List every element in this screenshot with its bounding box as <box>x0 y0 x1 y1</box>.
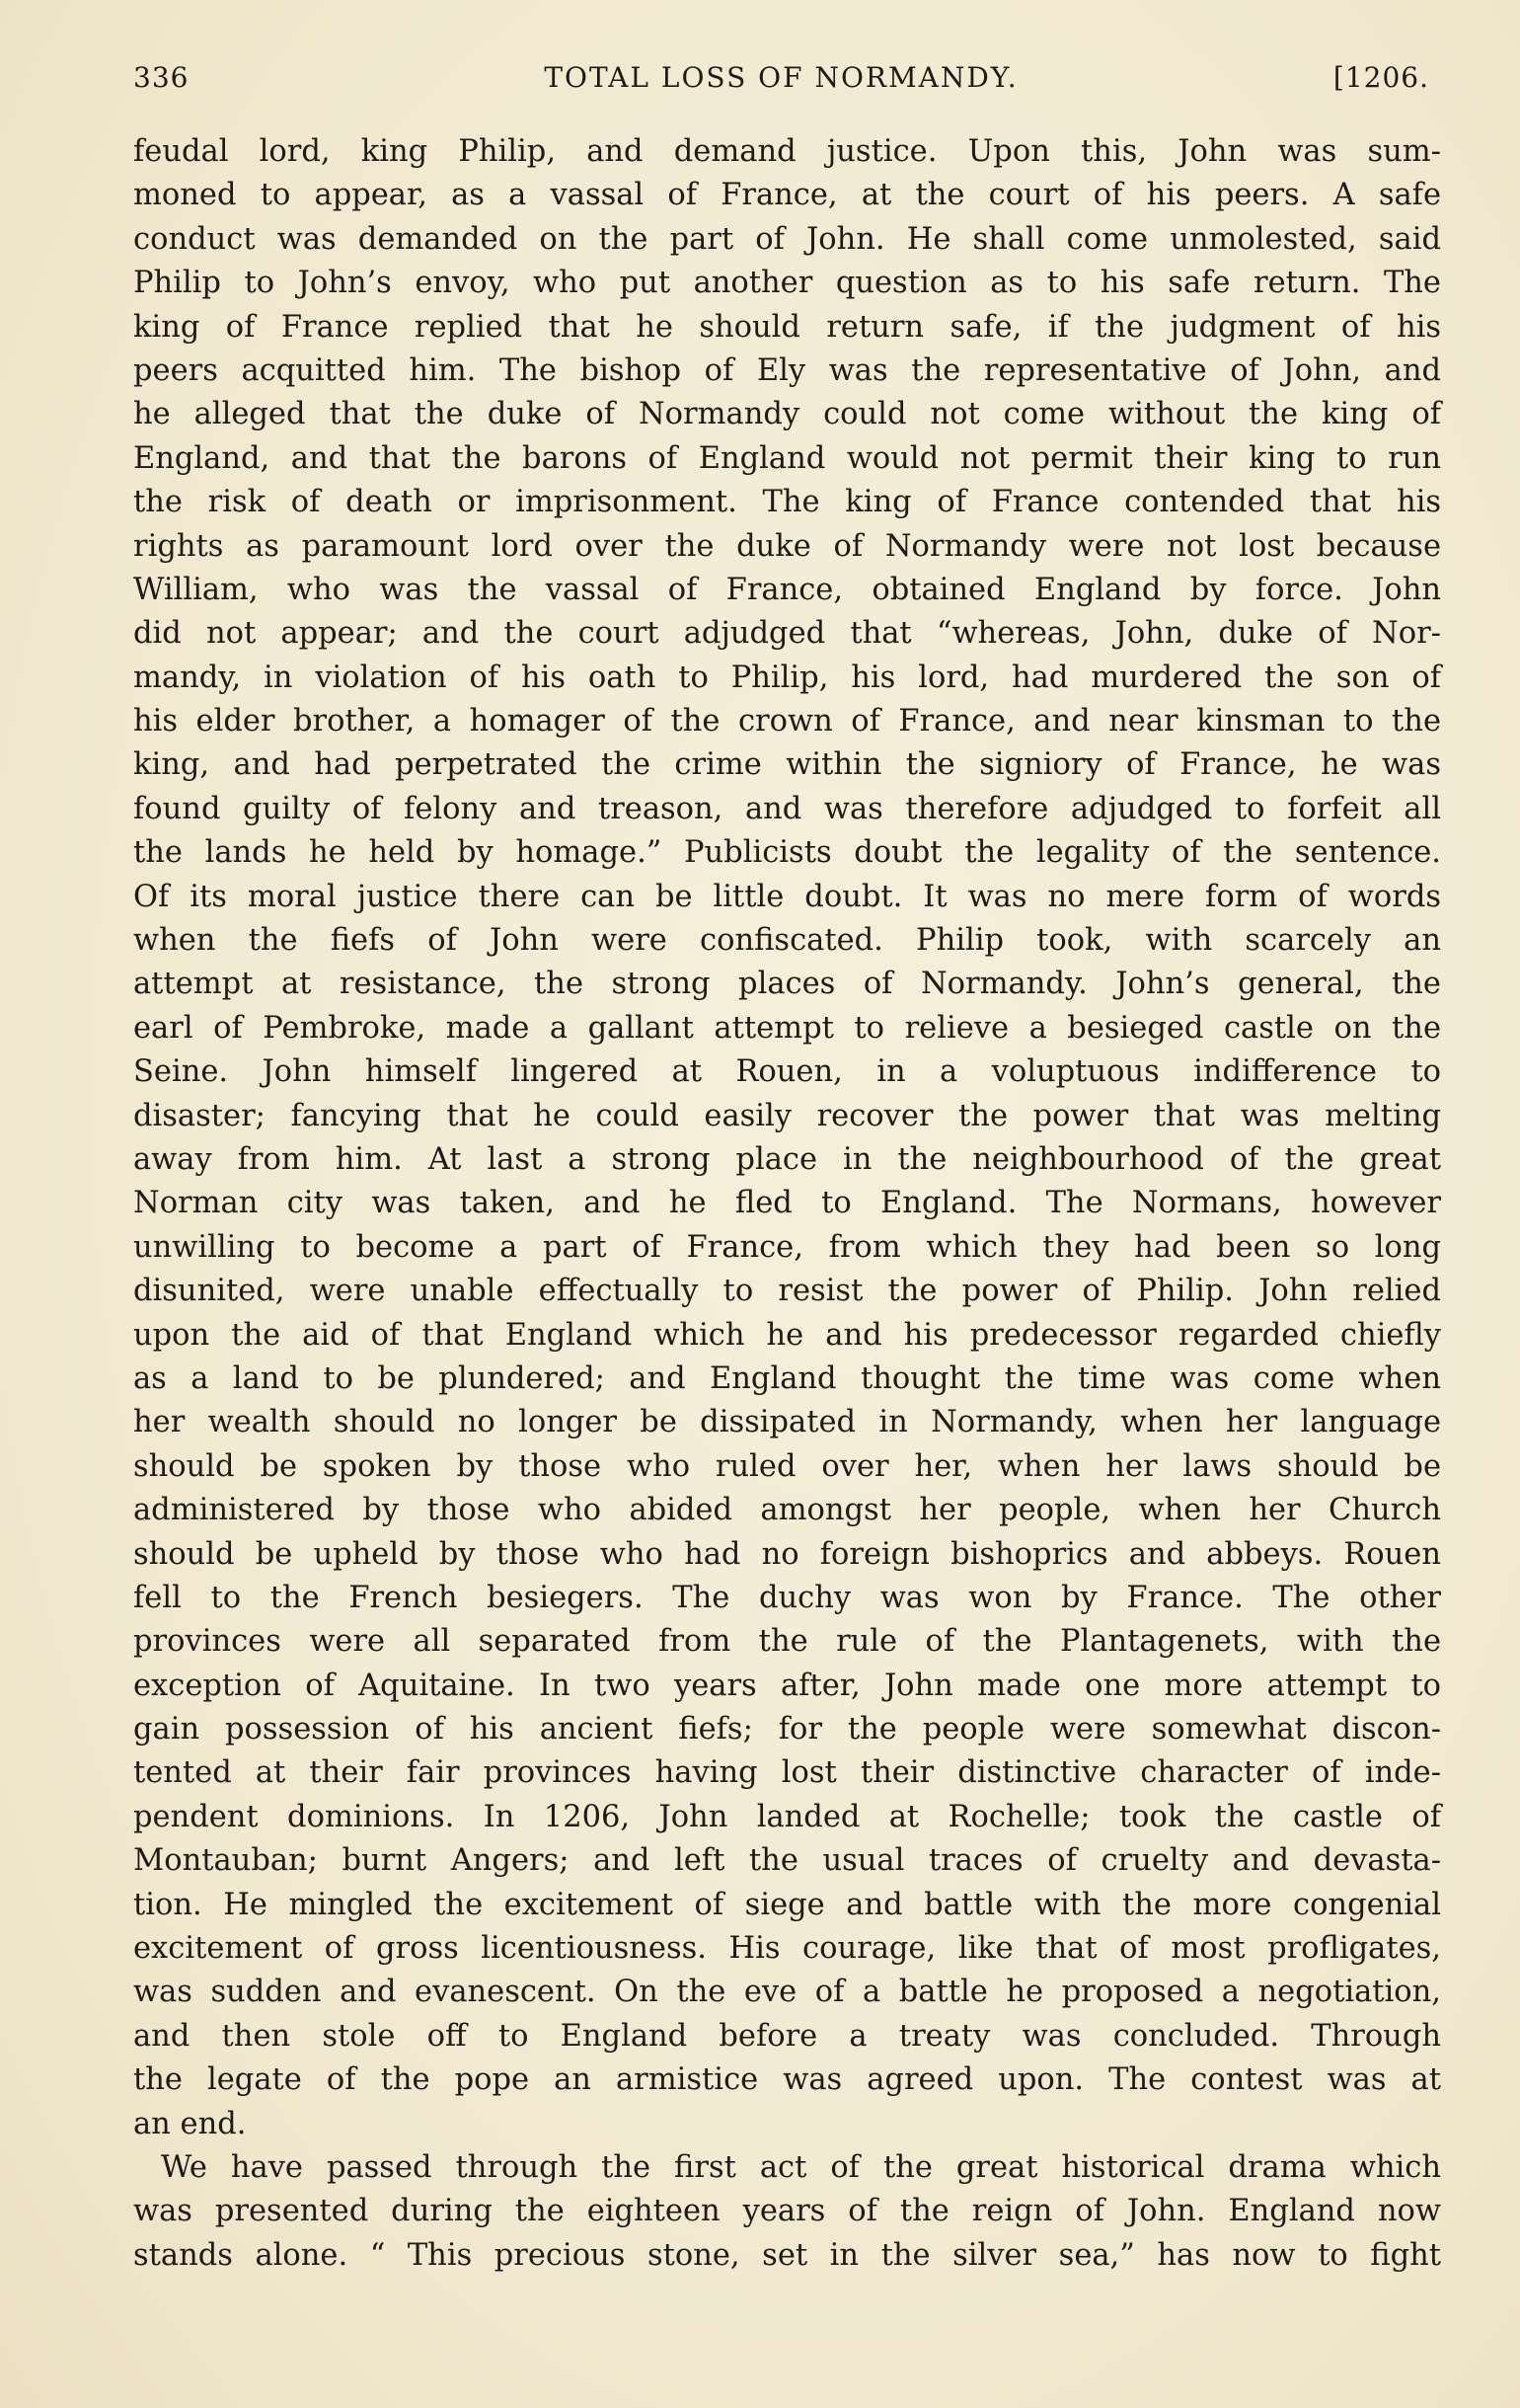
text-line: the legate of the pope an armistice was agreed upon. The contest was at <box>133 2062 1441 2098</box>
text-line: tion. He mingled the excitement of siege and battle with the more congenial <box>133 1887 1441 1922</box>
text-line: administered by those who abided amongst her people, when her Church <box>133 1493 1441 1528</box>
text-line: found guilty of felony and treason, and was therefore adjudged to forfeit all <box>133 791 1441 826</box>
text-line: should be spoken by those who ruled over her, when her laws should be <box>133 1448 1441 1484</box>
text-line: William, who was the vassal of France, obtained England by force. John <box>133 572 1441 607</box>
text-line: Philip to John’s envoy, who put another question as to his safe return. The <box>133 266 1441 301</box>
text-line: moned to appear, as a vassal of France, at the court of his peers. A safe <box>133 178 1441 213</box>
text-line: he alleged that the duke of Normandy could not come without the king of <box>133 397 1441 432</box>
text-line: pendent dominions. In 1206, John landed at Rochelle; took the castle of <box>133 1799 1441 1834</box>
text-line: king of France replied that he should return safe, if the judgment of his <box>133 309 1441 345</box>
text-line: did not appear; and the court adjudged that “whereas, John, duke of Nor- <box>133 616 1441 652</box>
running-head <box>133 61 1429 109</box>
text-line: Norman city was taken, and he fled to England. The Normans, however <box>133 1186 1441 1221</box>
text-line: disaster; fancying that he could easily recover the power that was melting <box>133 1098 1441 1133</box>
text-line: her wealth should no longer be dissipated in Normandy, when her language <box>133 1405 1441 1440</box>
text-line: tented at their fair provinces having lost their distinctive character of inde- <box>133 1755 1441 1791</box>
paragraph-start-line: We have passed through the first act of the great historical drama which <box>161 2149 1441 2185</box>
text-line: attempt at resistance, the strong places of Normandy. John’s general, the <box>133 967 1441 1002</box>
text-line: and then stole off to England before a treaty was concluded. Through <box>133 2018 1441 2054</box>
text-line: earl of Pembroke, made a gallant attempt to relieve a besieged castle on the <box>133 1010 1441 1046</box>
text-line: Seine. John himself lingered at Rouen, in a voluptuous indifference to <box>133 1054 1441 1090</box>
text-line: Of its moral justice there can be little doubt. It was no mere form of words <box>133 879 1441 914</box>
text-line: was presented during the eighteen years of the reign of John. England now <box>133 2194 1441 2229</box>
text-line: feudal lord, king Philip, and demand justice. Upon this, John was sum- <box>133 134 1441 169</box>
text-line: unwilling to become a part of France, from which they had been so long <box>133 1229 1441 1265</box>
text-line: conduct was demanded on the part of John. He shall come unmolested, said <box>133 221 1441 257</box>
text-line: away from him. At last a strong place in the neighbourhood of the great <box>133 1141 1441 1177</box>
page-number: 336 <box>133 61 190 94</box>
text-line: upon the aid of that England which he and his predecessor regarded chiefly <box>133 1317 1441 1353</box>
text-line: England, and that the barons of England would not permit their king to run <box>133 440 1441 476</box>
text-line: should be upheld by those who had no foreign bishoprics and abbeys. Rouen <box>133 1536 1441 1572</box>
paragraph-end-line: an end. <box>133 2106 247 2141</box>
text-line: fell to the French besiegers. The duchy was won by France. The other <box>133 1580 1441 1615</box>
text-line: provinces were all separated from the rule of the Plantagenets, with the <box>133 1624 1441 1660</box>
body-text <box>133 130 1441 2278</box>
text-line: the lands he held by homage.” Publicists doubt the legality of the sentence. <box>133 835 1441 871</box>
text-line: rights as paramount lord over the duke of Normandy were not lost because <box>133 528 1441 564</box>
text-line: the risk of death or imprisonment. The king of France contended that his <box>133 485 1441 520</box>
running-title: TOTAL LOSS OF NORMANDY. <box>544 61 1019 94</box>
text-line: gain possession of his ancient fiefs; for the people were somewhat discon- <box>133 1712 1441 1748</box>
text-line: disunited, were unable effectually to resist the power of Philip. John relied <box>133 1274 1441 1309</box>
text-line: exception of Aquitaine. In two years after, John made one more attempt to <box>133 1668 1441 1703</box>
text-line: king, and had perpetrated the crime within the signiory of France, he was <box>133 747 1441 783</box>
running-year: [1206. <box>1332 61 1429 94</box>
text-line: as a land to be plundered; and England thought the time was come when <box>133 1360 1441 1396</box>
text-line: excitement of gross licentiousness. His courage, like that of most profligates, <box>133 1931 1441 1967</box>
text-line: when the fiefs of John were confiscated. Philip took, with scarcely an <box>133 923 1441 959</box>
text-line: Montauban; burnt Angers; and left the usual traces of cruelty and devasta- <box>133 1843 1441 1879</box>
text-line: mandy, in violation of his oath to Philip, his lord, had murdered the son of <box>133 660 1441 695</box>
text-line: stands alone. “ This precious stone, set in the silver sea,” has now to fight <box>133 2237 1441 2273</box>
text-line: his elder brother, a homager of the crown of France, and near kinsman to the <box>133 704 1441 739</box>
text-line: peers acquitted him. The bishop of Ely was the representative of John, and <box>133 352 1441 388</box>
text-line: was sudden and evanescent. On the eve of a battle he proposed a negotiation, <box>133 1975 1441 2010</box>
